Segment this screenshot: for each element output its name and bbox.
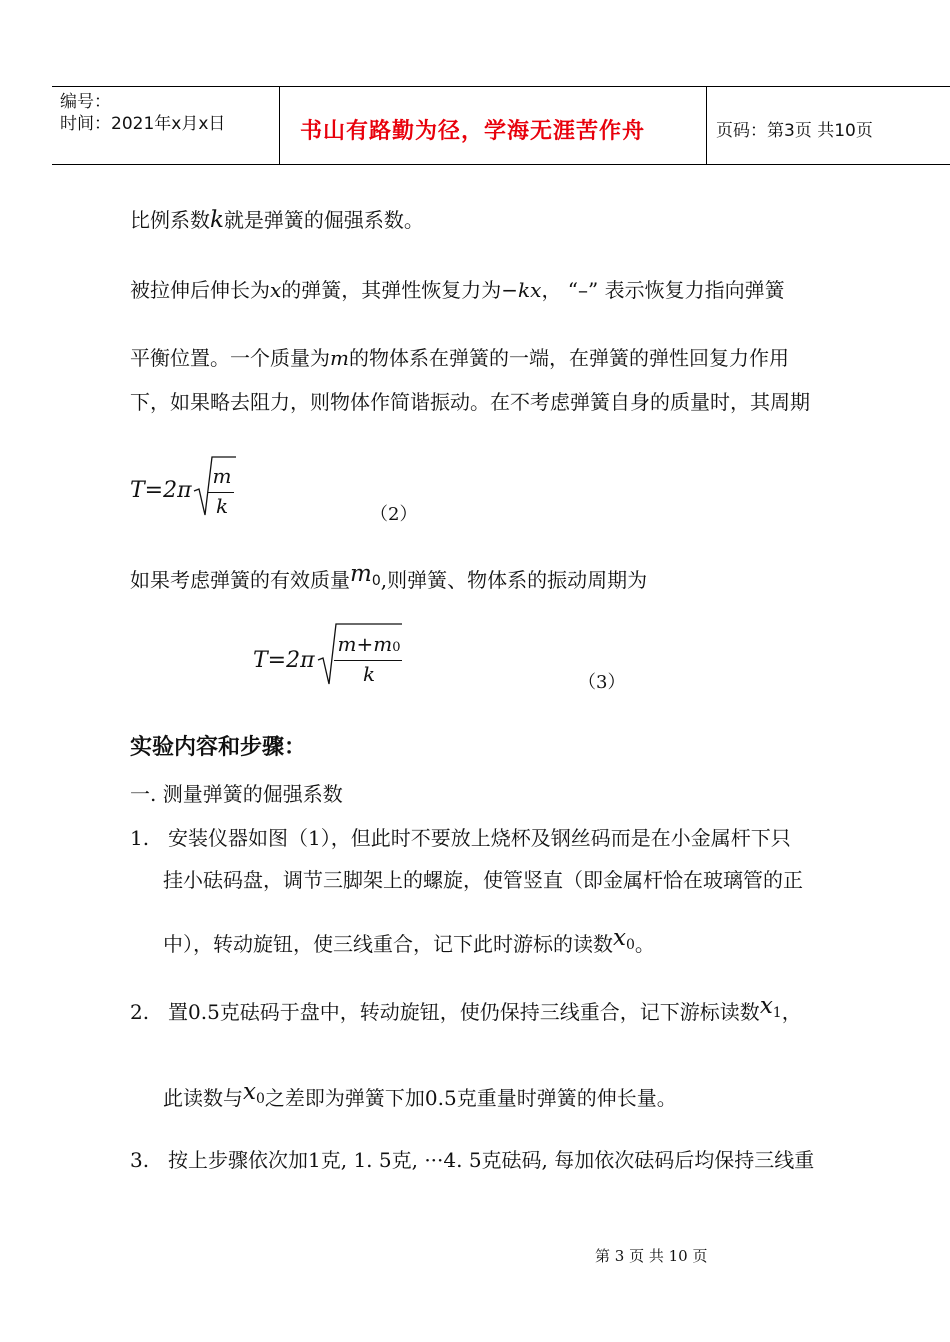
step-number: 3.: [130, 1148, 150, 1172]
header-divider-right: [706, 86, 707, 164]
subscript: 0: [625, 937, 635, 953]
header-divider-left: [279, 86, 280, 164]
paragraph-stiffness: [130, 206, 424, 234]
subscript: 0: [255, 1091, 265, 1107]
section-heading: 实验内容和步骤：: [130, 735, 307, 760]
text-span: 比例系数: [130, 208, 210, 232]
step-number: 2.: [130, 1000, 150, 1024]
text-span: 平衡位置。一个质量为: [130, 346, 330, 370]
eq3-num-text: m+m: [337, 632, 393, 656]
var-x0: x: [243, 1079, 256, 1105]
var-m0: m: [350, 561, 372, 587]
step1-line3: [163, 925, 655, 961]
subsection-title: 一. 测量弹簧的倔强系数: [130, 782, 343, 806]
eq2-numerator: m: [212, 464, 232, 488]
eq2-label: （2）: [370, 504, 418, 525]
text-span: 此读数与: [163, 1086, 243, 1110]
eq3-fraction-bar: [334, 660, 402, 661]
text-span: 之差即为弹簧下加0.5克重量时弹簧的伸长量。: [264, 1086, 677, 1110]
eq2-lhs: T=2π: [130, 478, 192, 503]
subscript: 1: [772, 1005, 782, 1021]
text-span: 如果考虑弹簧的有效质量: [130, 568, 350, 592]
subscript: 0: [371, 573, 381, 589]
text-span: 。: [634, 932, 655, 956]
text-span: 置0.5克砝码于盘中，转动旋钮，使仍保持三线重合，记下游标读数: [168, 1000, 760, 1024]
paragraph-effective-mass: [130, 561, 648, 597]
var-x1: x: [759, 993, 773, 1019]
paragraph-mass-line: [130, 344, 789, 372]
eq3-label: （3）: [578, 672, 626, 693]
var-x0: x: [613, 925, 626, 951]
subscript: 0: [392, 640, 401, 655]
var-m: m: [330, 346, 349, 370]
eq3-lhs: T=2π: [253, 648, 315, 673]
text-span: 中），转动旋钮，使三线重合，记下此时游标的读数: [163, 932, 613, 956]
step2-line1: [168, 993, 802, 1029]
paragraph-restoring-force: [130, 276, 785, 304]
text-span: 的弹簧，其弹性恢复力为: [281, 278, 502, 302]
doc-number-label: 编号：: [60, 92, 111, 112]
step1-line1: 安装仪器如图（1），但此时不要放上烧杯及钢丝码而是在小金属杆下只: [168, 826, 791, 850]
text-span: 被拉伸后伸长为: [130, 278, 270, 302]
eq2-fraction-bar: [208, 492, 234, 493]
text-span: ,则弹簧、物体系的振动周期为: [380, 568, 648, 592]
header-page-label: 页码：第3页 共10页: [716, 121, 873, 141]
var-k: k: [210, 207, 224, 233]
text-span: 的物体系在弹簧的一端，在弹簧的弹性回复力作用: [348, 346, 789, 370]
text-span: ， “–” 表示恢复力指向弹簧: [541, 278, 785, 302]
eq2-denominator: k: [215, 494, 229, 518]
var-minus-kx: −kx: [501, 278, 542, 302]
step1-line2: 挂小砝码盘，调节三脚架上的螺旋，使管竖直（即金属杆恰在玻璃管的正: [163, 868, 803, 892]
header-top-rule: [52, 86, 950, 87]
paragraph-shm: 下，如果略去阻力，则物体作简谐振动。在不考虑弹簧自身的质量时，其周期: [130, 390, 810, 414]
text-span: 就是弹簧的倔强系数。: [223, 208, 424, 232]
page-footer: 第 3 页 共 10 页: [595, 1247, 708, 1265]
step-number: 1.: [130, 826, 150, 850]
doc-time-label: 时间：2021年x月x日: [60, 114, 226, 134]
step3-line1: 按上步骤依次加1克, 1. 5克, ···4. 5克砝码, 每加依次砝码后均保持三线重: [168, 1148, 815, 1172]
eq3-denominator: k: [362, 662, 376, 686]
var-x: x: [270, 278, 282, 302]
eq3-numerator: [336, 632, 402, 656]
header-motto: 书山有路勤为径，学海无涯苦作舟: [300, 119, 646, 144]
step2-line2: [163, 1079, 677, 1115]
text-span: ，: [781, 1000, 802, 1024]
header-bottom-rule: [52, 164, 950, 165]
